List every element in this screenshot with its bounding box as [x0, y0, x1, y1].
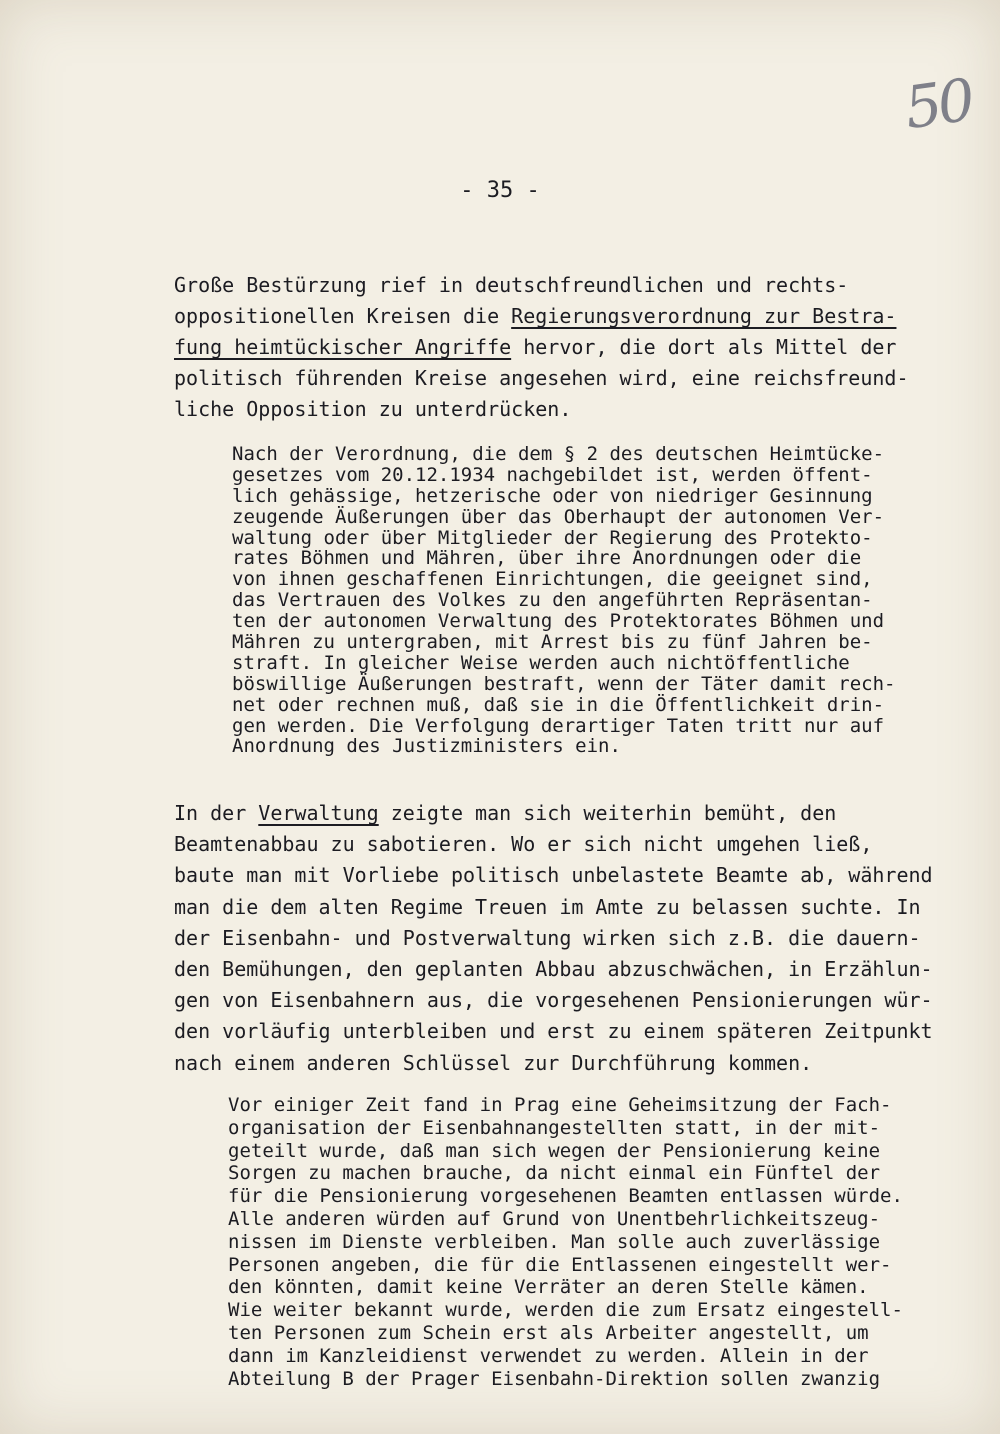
text-line: böswillige Äußerungen bestraft, wenn der Täter damit rech-: [232, 672, 896, 695]
text-line: Wie weiter bekannt wurde, werden die zum Ersatz eingestell-: [228, 1299, 903, 1322]
text-line: das Vertrauen des Volkes zu den angeführten Repräsentan-: [232, 589, 873, 612]
text-line: gesetzes vom 20.12.1934 nachgebildet ist, werden öffent-: [232, 463, 873, 486]
text-segment: In der: [174, 801, 259, 825]
paragraph-3: [174, 798, 933, 1079]
text-line: Nach der Verordnung, die dem § 2 des deutschen Heimtücke-: [232, 443, 885, 465]
text-line: ten der autonomen Verwaltung des Protektorates Böhmen und: [232, 610, 885, 633]
text-segment: oppositionellen Kreisen die: [174, 304, 512, 328]
indented-quote-2: [228, 1094, 903, 1390]
text-line: [174, 301, 909, 332]
page-number: - 35 -: [460, 178, 540, 203]
underlined-phrase: Regierungsverordnung zur Bestra-: [511, 304, 897, 328]
text-line: man die dem alten Regime Treuen im Amte zu belassen suchte. In: [174, 894, 921, 919]
text-line: dann im Kanzleidienst verwendet zu werden. Allein in der: [228, 1344, 869, 1367]
text-line: von ihnen geschaffenen Einrichtungen, die geeignet sind,: [232, 568, 873, 591]
text-line: Beamtenabbau zu sabotieren. Wo er sich nicht umgehen ließ,: [174, 832, 873, 857]
text-line: [174, 798, 933, 829]
text-line: Große Bestürzung rief in deutschfreundlichen und rechts-: [174, 273, 849, 297]
text-line: nach einem anderen Schlüssel zur Durchführung kommen.: [174, 1050, 813, 1075]
indented-quote-1: [232, 444, 895, 757]
text-line: zeugende Äußerungen über das Oberhaupt der autonomen Ver-: [232, 505, 885, 528]
text-line: waltung oder über Mitglieder der Regierung des Protekto-: [232, 526, 873, 549]
text-line: geteilt wurde, daß man sich wegen der Pensionierung keine: [228, 1139, 881, 1162]
text-line: rates Böhmen und Mähren, über ihre Anordnungen oder die: [232, 547, 862, 570]
text-line: organisation der Eisenbahnangestellten statt, in der mit-: [228, 1116, 881, 1139]
text-line: Vor einiger Zeit fand in Prag eine Geheimsitzung der Fach-: [228, 1094, 892, 1116]
text-line: lich gehässige, hetzerische oder von niedriger Gesinnung: [232, 484, 873, 507]
text-line: liche Opposition zu unterdrücken.: [174, 397, 572, 421]
text-line: den Bemühungen, den geplanten Abbau abzuschwächen, in Erzählun-: [174, 956, 933, 981]
text-segment: zeigte man sich weiterhin bemüht, den: [378, 801, 837, 825]
text-line: gen werden. Die Verfolgung derartiger Taten tritt nur auf: [232, 714, 885, 737]
text-line: politisch führenden Kreise angesehen wird, eine reichsfreund-: [174, 366, 909, 390]
text-line: den vorläufig unterbleiben und erst zu einem späteren Zeitpunkt: [174, 1019, 933, 1044]
text-line: den könnten, damit keine Verräter an deren Stelle kämen.: [228, 1276, 869, 1299]
underlined-phrase: Verwaltung: [258, 801, 379, 825]
underlined-phrase: fung heimtückischer Angriffe: [174, 335, 512, 359]
text-line: baute man mit Vorliebe politisch unbelastete Beamte ab, während: [174, 863, 933, 888]
text-line: straft. In gleicher Weise werden auch nichtöffentliche: [232, 651, 850, 674]
text-line: Mähren zu untergraben, mit Arrest bis zu fünf Jahren be-: [232, 631, 873, 654]
text-line: Alle anderen würden auf Grund von Unentbehrlichkeitszeug-: [228, 1207, 881, 1230]
paragraph-1: [174, 270, 909, 425]
text-line: für die Pensionierung vorgesehenen Beamten entlassen würde.: [228, 1185, 903, 1208]
text-line: ten Personen zum Schein erst als Arbeiter angestellt, um: [228, 1321, 869, 1344]
text-line: Sorgen zu machen brauche, da nicht einmal ein Fünftel der: [228, 1162, 881, 1185]
text-line: nissen im Dienste verbleiben. Man solle auch zuverlässige: [228, 1230, 881, 1253]
handwritten-folio-number: 50: [900, 65, 976, 143]
text-line: gen von Eisenbahnern aus, die vorgesehenen Pensionierungen wür-: [174, 988, 933, 1013]
text-line: [174, 332, 909, 363]
text-line: der Eisenbahn- und Postverwaltung wirken sich z.B. die dauern-: [174, 925, 921, 950]
text-segment: hervor, die dort als Mittel der: [511, 335, 897, 359]
text-line: Anordnung des Justizministers ein.: [232, 735, 621, 758]
text-line: net oder rechnen muß, daß sie in die Öffentlichkeit drin-: [232, 693, 885, 716]
text-line: Personen angeben, die für die Entlassenen eingestellt wer-: [228, 1253, 892, 1276]
text-line: Abteilung B der Prager Eisenbahn-Direktion sollen zwanzig: [228, 1367, 881, 1390]
